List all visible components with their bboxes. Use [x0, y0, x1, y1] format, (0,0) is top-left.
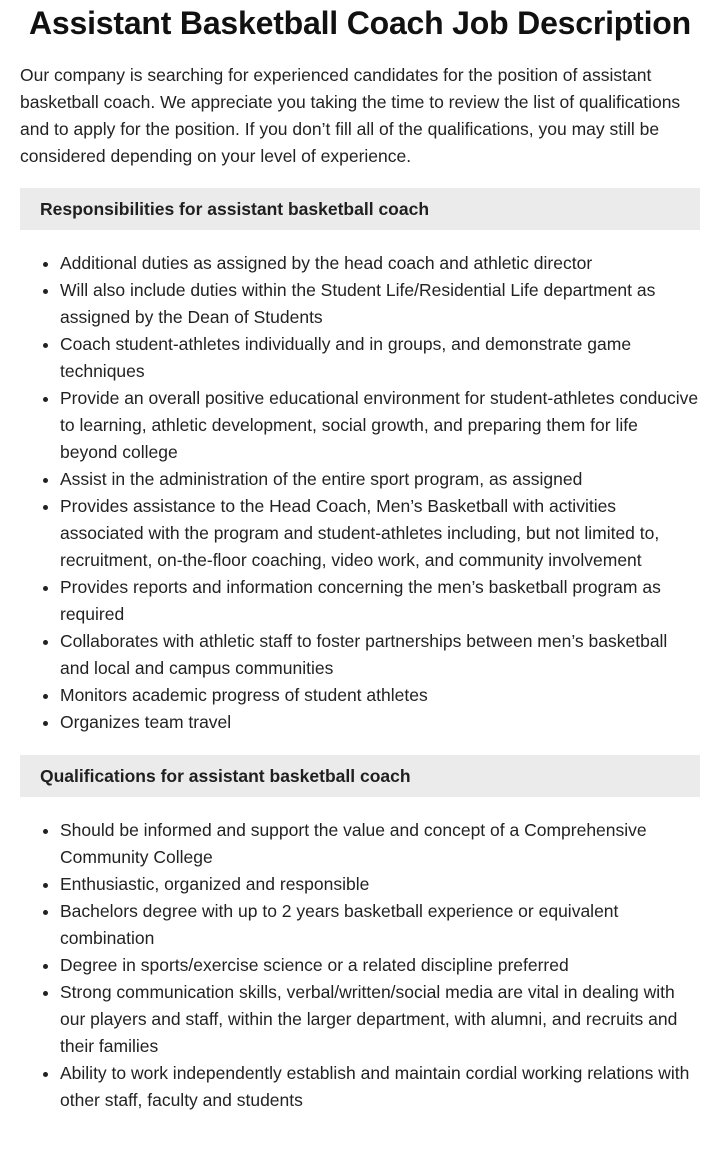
list-item: • Bachelors degree with up to 2 years basketball experience or equivalent combination [60, 898, 700, 952]
list-item: • Monitors academic progress of student athletes [60, 682, 700, 709]
list-item: • Enthusiastic, organized and responsible [60, 871, 700, 898]
list-item: • Additional duties as assigned by the head coach and athletic director [60, 250, 700, 277]
list-item: • Provides assistance to the Head Coach, Men’s Basketball with activities associated with the program and student-athletes including, but not limited to, recruitment, on-the-floor coaching, video work, and community involvement [60, 493, 700, 574]
list-item: • Strong communication skills, verbal/written/social media are vital in dealing with our players and staff, within the larger department, with alumni, and recruits and their families [60, 979, 700, 1060]
list-item: • Should be informed and support the value and concept of a Comprehensive Community College [60, 817, 700, 871]
qualifications-list [20, 817, 700, 1114]
list-item: • Will also include duties within the Student Life/Residential Life department as assigned by the Dean of Students [60, 277, 700, 331]
intro-paragraph: Our company is searching for experienced candidates for the position of assistant basketball coach. We appreciate you taking the time to review the list of qualifications and to apply for the position. If you don’t fill all of the qualifications, you may still be considered depending on your level of experience. [20, 65, 681, 166]
list-item: • Ability to work independently establish and maintain cordial working relations with other staff, faculty and students [60, 1060, 700, 1114]
list-item: • Assist in the administration of the entire sport program, as assigned [60, 466, 700, 493]
qualifications-heading: Qualifications for assistant basketball coach [40, 765, 411, 786]
list-item: • Coach student-athletes individually and in groups, and demonstrate game techniques [60, 331, 700, 385]
responsibilities-list [20, 250, 700, 736]
page-title: Assistant Basketball Coach Job Description [28, 5, 691, 41]
responsibilities-header [20, 188, 700, 230]
list-item: • Degree in sports/exercise science or a related discipline preferred [60, 952, 700, 979]
list-item: • Provides reports and information concerning the men’s basketball program as required [60, 574, 700, 628]
list-item: • Collaborates with athletic staff to foster partnerships between men’s basketball and local and campus communities [60, 628, 700, 682]
list-item: • Organizes team travel [60, 709, 700, 736]
list-item: • Provide an overall positive educational environment for student-athletes conducive to learning, athletic development, social growth, and preparing them for life beyond college [60, 385, 700, 466]
responsibilities-heading: Responsibilities for assistant basketball coach [40, 198, 430, 219]
qualifications-header [20, 755, 700, 797]
